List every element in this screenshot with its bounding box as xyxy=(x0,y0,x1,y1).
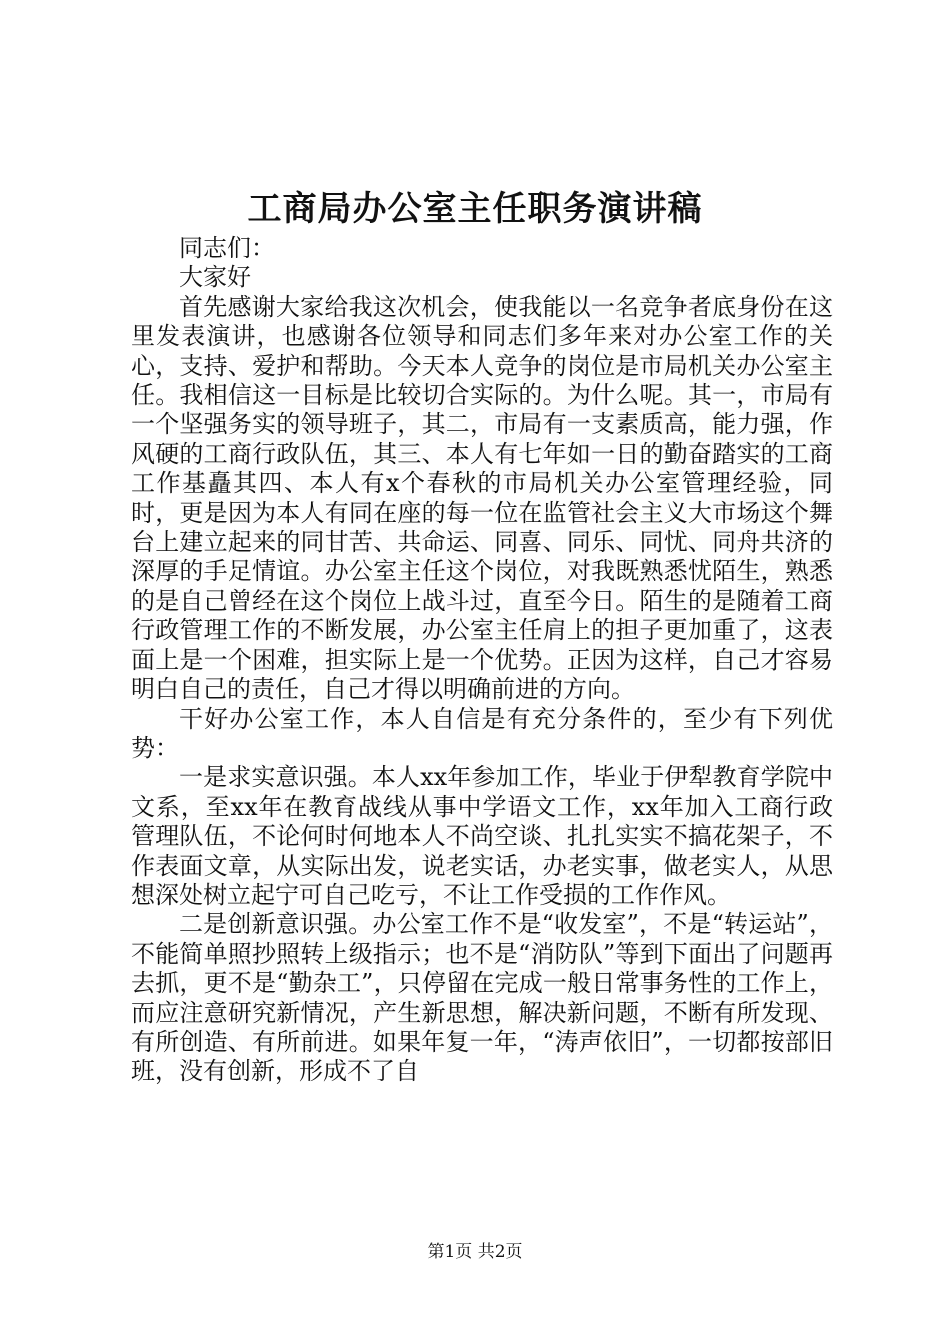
document-body xyxy=(131,234,833,1087)
body-paragraph: 首先感谢大家给我这次机会，使我能以一名竞争者底身份在这里发表演讲，也感谢各位领导和同志们多年来对办公室工作的关心，支持、爱护和帮助。今天本人竞争的岗位是市局机关办公室主任。我相信这一目标是比较切合实际的。为什么呢。其一，市局有一个坚强务实的领导班子，其二，市局有一支素质高，能力强，作风硬的工商行政队伍，其三、本人有七年如一日的勤奋踏实的工商工作基矗其四、本人有x个春秋的市局机关办公室管理经验，同时，更是因为本人有同在座的每一位在监管社会主义大市场这个舞台上建立起来的同甘苦、共命运、同喜、同乐、同忧、同舟共济的深厚的手足情谊。办公室主任这个岗位，对我既熟悉忧陌生，熟悉的是自己曾经在这个岗位上战斗过，直至今日。陌生的是随着工商行政管理工作的不断发展，办公室主任肩上的担子更加重了，这表面上是一个困难，担实际上是一个优势。正因为这样，自己才容易明白自己的责任，自己才得以明确前进的方向。 xyxy=(131,292,833,704)
body-paragraph: 一是求实意识强。本人xx年参加工作，毕业于伊犁教育学院中文系，至xx年在教育战线从事中学语文工作，xx年加入工商行政管理队伍，不论何时何地本人不尚空谈、扎扎实实不搞花架子，不作表面文章，从实际出发，说老实话，办老实事，做老实人，从思想深处树立起宁可自己吃亏，不让工作受损的工作作风。 xyxy=(131,763,833,909)
greeting: 大家好 xyxy=(179,263,251,292)
document-title: 工商局办公室主任职务演讲稿 xyxy=(247,189,703,229)
body-paragraph: 二是创新意识强。办公室工作不是“收发室”，不是“转运站”，不能简单照抄照转上级指示；也不是“消防队”等到下面出了问题再去抓，更不是“勤杂工”，只停留在完成一般日常事务性的工作上，而应注意研究新情况，产生新思想，解决新问题，不断有所发现、有所创造、有所前进。如果年复一年，“涛声依旧”，一切都按部旧班，没有创新，形成不了自 xyxy=(131,910,833,1086)
body-paragraph: 干好办公室工作，本人自信是有充分条件的，至少有下列优势： xyxy=(131,704,833,762)
page-number-footer: 第1页 共2页 xyxy=(427,1242,523,1262)
salutation: 同志们： xyxy=(179,234,275,262)
